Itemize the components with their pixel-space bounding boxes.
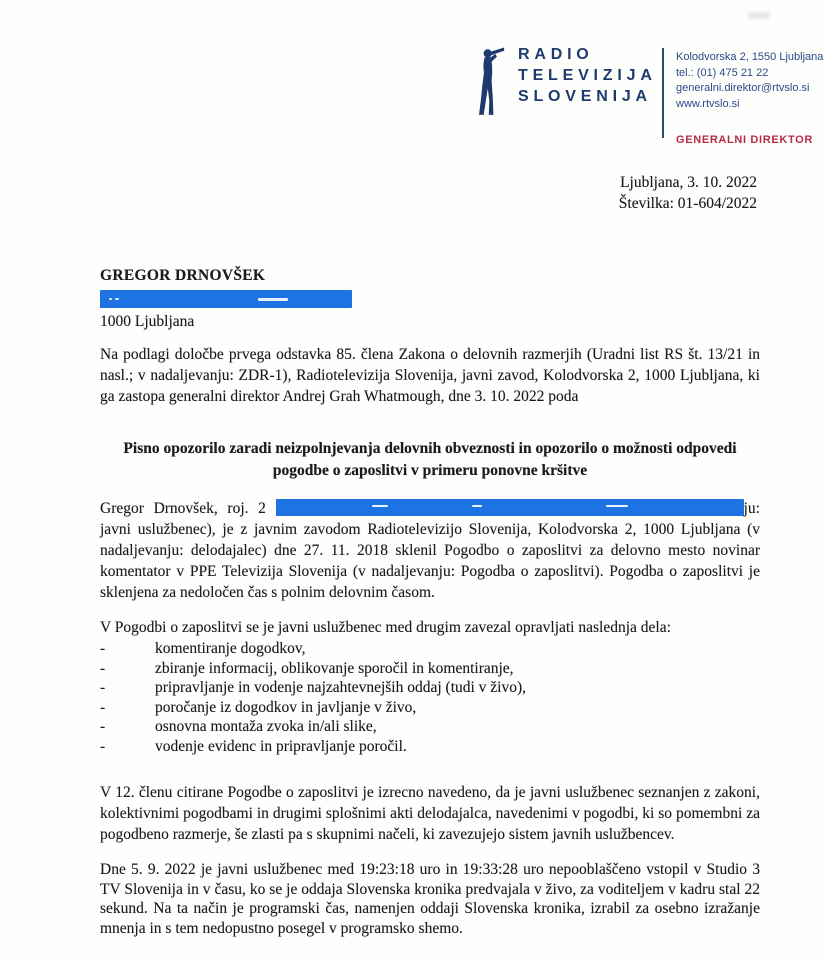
list-dash: - <box>100 698 106 716</box>
intro-paragraph: Na podlagi določbe prvega odstavka 85. člena Zakona o delovnih razmerjih (Uradni list RS št. 13/21 in nasl.; v nadaljevanju: ZDR-1), Radiotelevizija Slovenija, javni zavod, Kolodvorska 2, 1000 Ljubljana, ki ga zastopa generalni direktor Andrej Grah Whatmough, dne 3. 10. 2022 poda <box>100 346 760 405</box>
redaction-speck <box>372 505 388 507</box>
logo-line-televizija: TELEVIZIJA <box>518 67 657 84</box>
date-number-block <box>619 172 757 214</box>
duties-list <box>100 639 760 756</box>
rtv-slovenija-logo <box>476 44 657 118</box>
list-dash: - <box>100 679 106 696</box>
recipient-city: 1000 Ljubljana <box>100 313 195 330</box>
contact-email: generalni.direktor@rtvslo.si <box>676 82 810 94</box>
incident-paragraph: Dne 5. 9. 2022 je javni uslužbenec med 19:23:18 uro in 19:33:28 uro nepooblaščeno vstopil v Studio 3 TV Slovenija in v času, ko se je oddaja Slovenska kronika predvajala v živo, za voditeljem v kadru stal 22 sekund. Na ta način je programski čas, namenjen oddaji Slovenska kronika, izrabil za osebno izražanje mnenja in s tem nedopustno posegel v programsko shemo. <box>100 861 760 937</box>
list-item <box>100 659 760 679</box>
list-dash: - <box>100 659 106 677</box>
list-dash: - <box>100 718 106 735</box>
list-dash: - <box>100 737 106 755</box>
duty-text: zbiranje informacij, oblikovanje sporočil in komentiranje, <box>155 659 514 677</box>
duty-text: vodenje evidenc in pripravljanje poročil. <box>155 737 407 755</box>
general-director-label: GENERALNI DIREKTOR <box>676 134 813 146</box>
address-redaction-bar <box>100 290 352 308</box>
recipient-block <box>100 265 352 332</box>
recipient-name: GREGOR DRNOVŠEK <box>100 267 266 284</box>
redaction-speck <box>115 298 119 300</box>
logo-line-radio: RADIO <box>518 46 594 63</box>
duties-intro: V Pogodbi o zaposlitvi se je javni uslužbenec med drugim zavezal opravljati naslednja dela: <box>100 619 671 636</box>
employee-paragraph <box>100 498 760 603</box>
redaction-speck <box>606 505 628 507</box>
duty-text: osnovna montaža zvoka in/ali slike, <box>155 718 377 735</box>
list-dash: - <box>100 640 106 657</box>
letter-title: Pisno opozorilo zaradi neizpolnjevanja delovnih obveznosti in opozorilo o možnosti odpovedi pogodbe o zaposlitvi v primeru ponovne kršitve <box>123 440 737 479</box>
logo-wordmark <box>518 44 657 107</box>
letter-body <box>100 344 760 938</box>
redaction-speck <box>472 505 482 507</box>
contact-address: Kolodvorska 2, 1550 Ljubljana <box>676 51 824 63</box>
list-item <box>100 639 760 659</box>
list-item <box>100 737 760 757</box>
list-item <box>100 698 760 718</box>
document-number: Številka: 01-604/2022 <box>618 195 757 212</box>
place-date: Ljubljana, 3. 10. 2022 <box>620 174 757 191</box>
employee-text-rest: javni uslužbenec), je z javnim zavodom Radiotelevizijo Slovenija, Kolodvorska 2, 1000 Ljubljana (v nadaljevanju: delodajalec) dne 27. 11. 2018 sklenil Pogodbo o zaposlitvi za delovno mesto novinar komentator v PPE Televizija Slovenija (v nadaljevanju: Pogodba o zaposlitvi). Pogodba o zaposlitvi je sklenjena za nedoločen čas s polnim delovnim časom. <box>100 521 760 601</box>
contact-phone: tel.: (01) 475 21 22 <box>676 66 769 79</box>
logo-line-slovenija: SLOVENIJA <box>518 88 652 105</box>
contact-web: www.rtvslo.si <box>676 97 740 110</box>
scan-artifact <box>748 12 770 19</box>
employee-text-pre: Gregor Drnovšek, roj. 2 <box>100 500 266 517</box>
employee-text-post: ju: <box>743 500 760 517</box>
duty-text: komentiranje dogodkov, <box>155 640 306 657</box>
duty-text: poročanje iz dogodkov in javljanje v živo, <box>155 698 417 716</box>
list-item <box>100 717 760 737</box>
clause12-paragraph: V 12. členu citirane Pogodbe o zaposlitvi je izrecno navedeno, da je javni uslužbenec seznanjen z zakoni, kolektivnimi pogodbami in drugimi splošnimi akti delodajalca, navedenimi v pogodbi, ki so pomembni za pogodbeno razmerje, še zlasti pa s skupnimi načeli, ki zavezujejo sistem javnih uslužbencev. <box>100 784 760 843</box>
contact-block <box>676 50 823 112</box>
birthdate-redaction-bar <box>276 499 744 516</box>
duty-text: pripravljanje in vodenje najzahtevnejših oddaj (tudi v živo), <box>155 679 527 696</box>
trumpeter-figure-icon <box>476 46 506 118</box>
header-vertical-divider <box>662 48 664 138</box>
redaction-speck <box>258 298 288 301</box>
list-item <box>100 678 760 698</box>
redaction-speck <box>109 298 112 300</box>
